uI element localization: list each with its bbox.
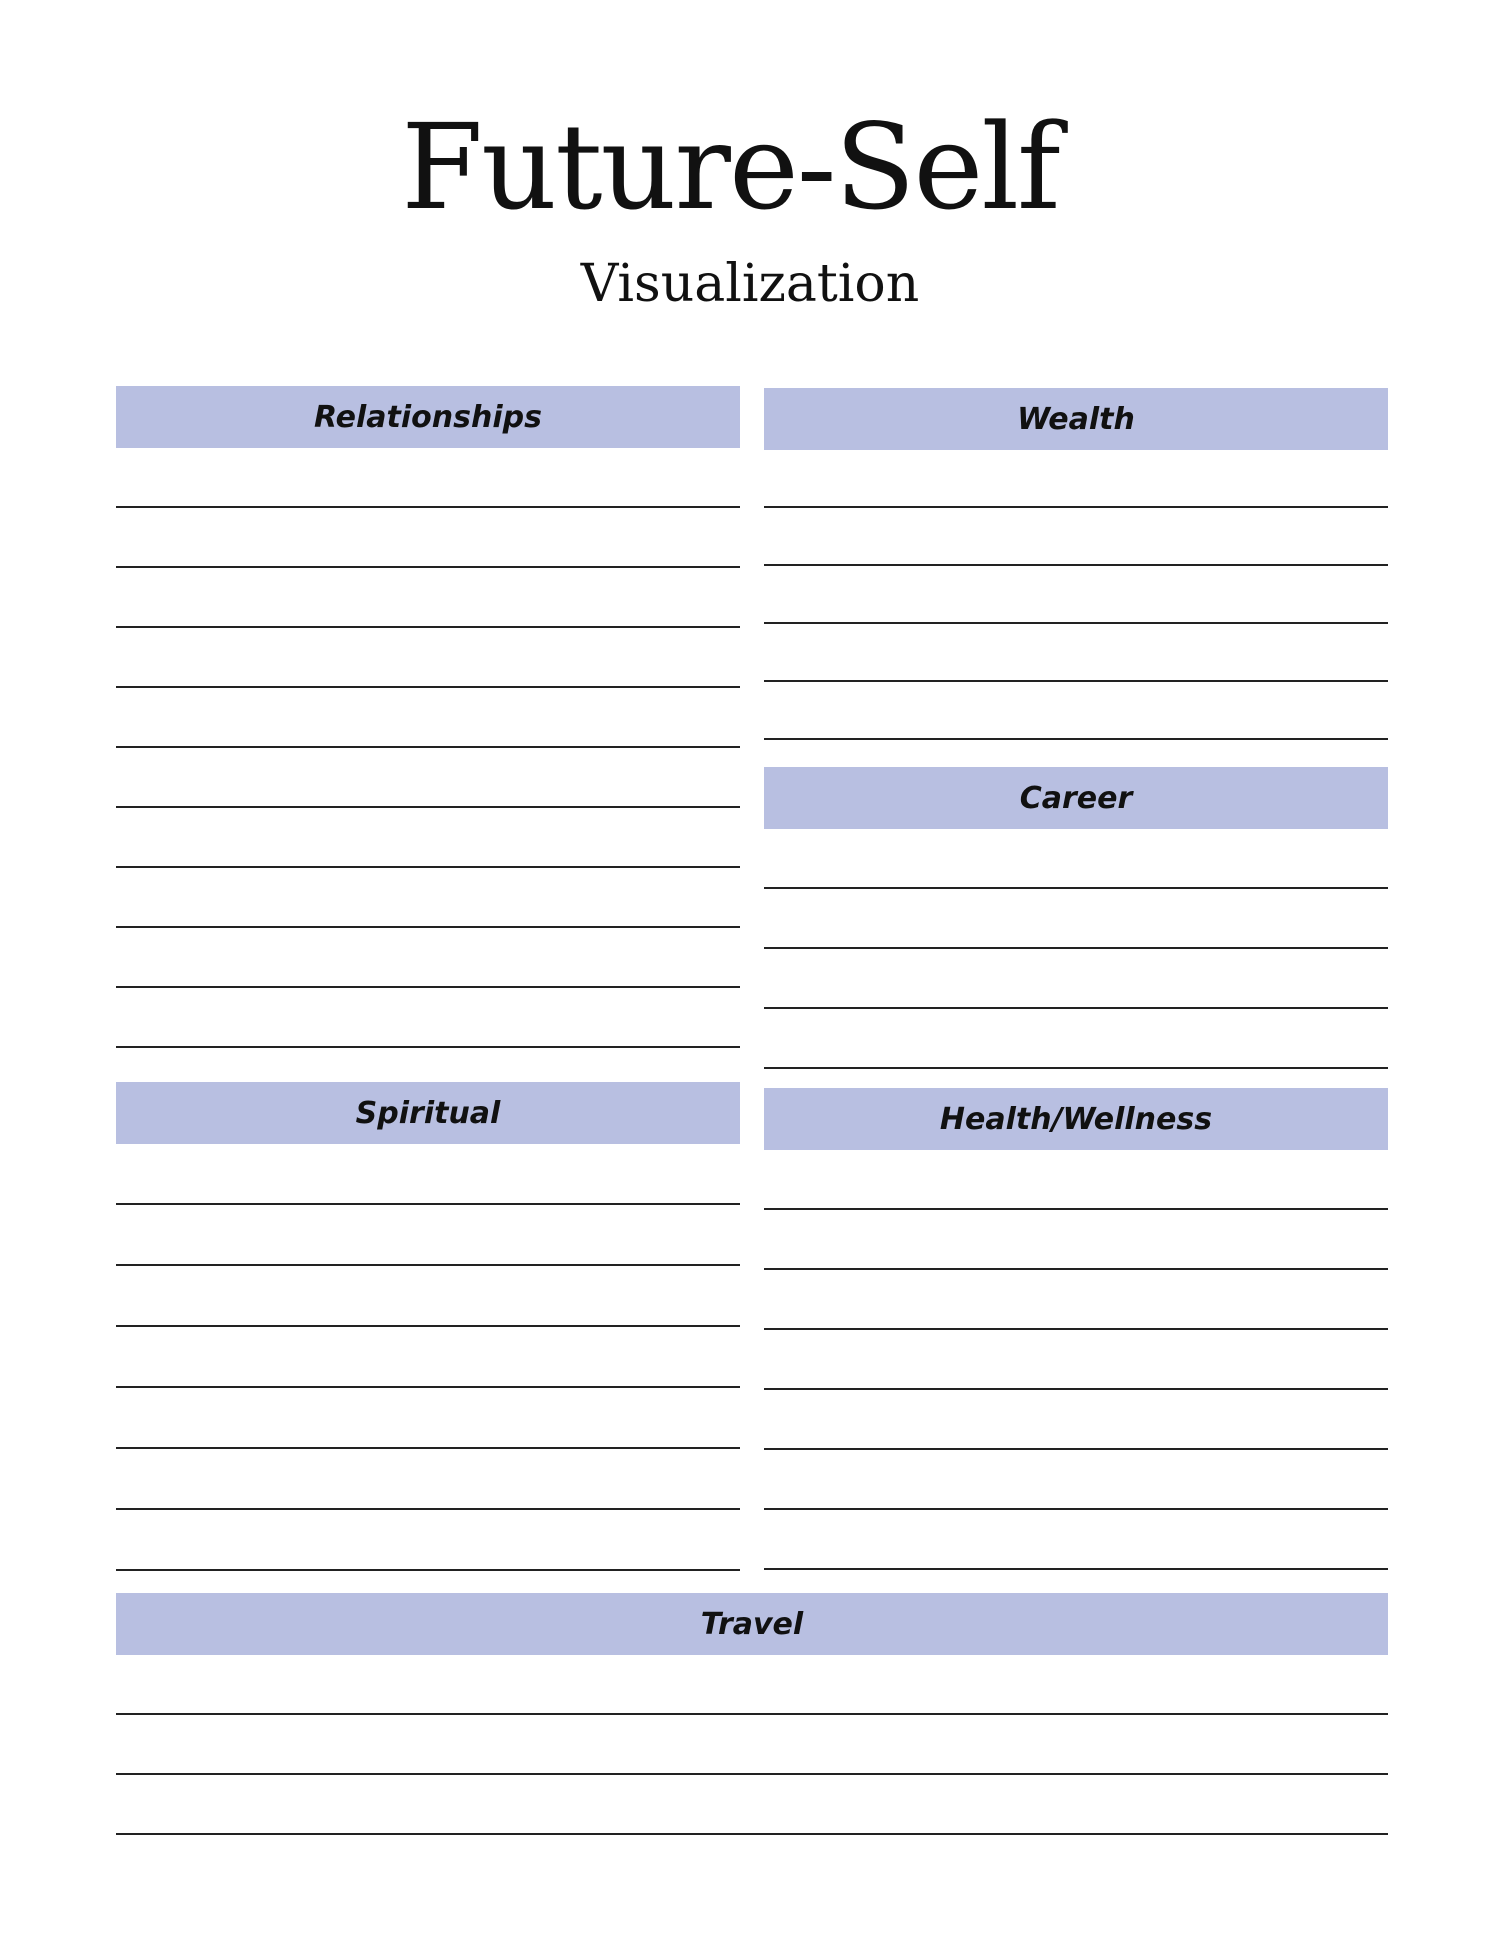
writing-line (116, 1266, 740, 1327)
writing-line (116, 1388, 740, 1449)
writing-line (116, 808, 740, 868)
section-header-travel: Travel (116, 1593, 1388, 1655)
section-header-health-wellness: Health/Wellness (764, 1088, 1388, 1150)
section-relationships (116, 386, 740, 1048)
writing-line (764, 1330, 1388, 1390)
writing-line (764, 450, 1388, 508)
writing-line (764, 1270, 1388, 1330)
writing-line (116, 1510, 740, 1571)
writing-line (116, 688, 740, 748)
writing-line (116, 988, 740, 1048)
writing-line (116, 568, 740, 628)
section-header-career: Career (764, 767, 1388, 829)
writing-line (764, 829, 1388, 889)
writing-line (764, 1009, 1388, 1069)
writing-line (116, 1449, 740, 1510)
page-title: Future-Self (401, 98, 1059, 236)
writing-line (116, 928, 740, 988)
writing-lines (764, 450, 1388, 740)
writing-line (116, 1144, 740, 1205)
section-health-wellness (764, 1088, 1388, 1570)
section-header-spiritual: Spiritual (116, 1082, 740, 1144)
writing-line (116, 448, 740, 508)
writing-line (764, 1210, 1388, 1270)
writing-line (116, 628, 740, 688)
section-travel (116, 1593, 1388, 1835)
section-career (764, 767, 1388, 1069)
section-spiritual (116, 1082, 740, 1571)
writing-line (764, 624, 1388, 682)
writing-lines (764, 1150, 1388, 1570)
page-subtitle: Visualization (580, 254, 920, 314)
writing-lines (116, 1655, 1388, 1835)
writing-line (116, 1775, 1388, 1835)
writing-line (116, 1715, 1388, 1775)
writing-lines (764, 829, 1388, 1069)
writing-line (116, 1655, 1388, 1715)
section-header-wealth: Wealth (764, 388, 1388, 450)
writing-line (116, 1327, 740, 1388)
writing-line (116, 508, 740, 568)
writing-line (116, 748, 740, 808)
section-header-relationships: Relationships (116, 386, 740, 448)
writing-line (764, 1150, 1388, 1210)
writing-line (764, 508, 1388, 566)
writing-line (764, 1390, 1388, 1450)
writing-line (116, 1205, 740, 1266)
writing-line (116, 868, 740, 928)
writing-lines (116, 1144, 740, 1571)
writing-line (764, 1510, 1388, 1570)
writing-line (764, 682, 1388, 740)
writing-lines (116, 448, 740, 1048)
writing-line (764, 889, 1388, 949)
writing-line (764, 1450, 1388, 1510)
section-wealth (764, 388, 1388, 740)
writing-line (764, 566, 1388, 624)
writing-line (764, 949, 1388, 1009)
